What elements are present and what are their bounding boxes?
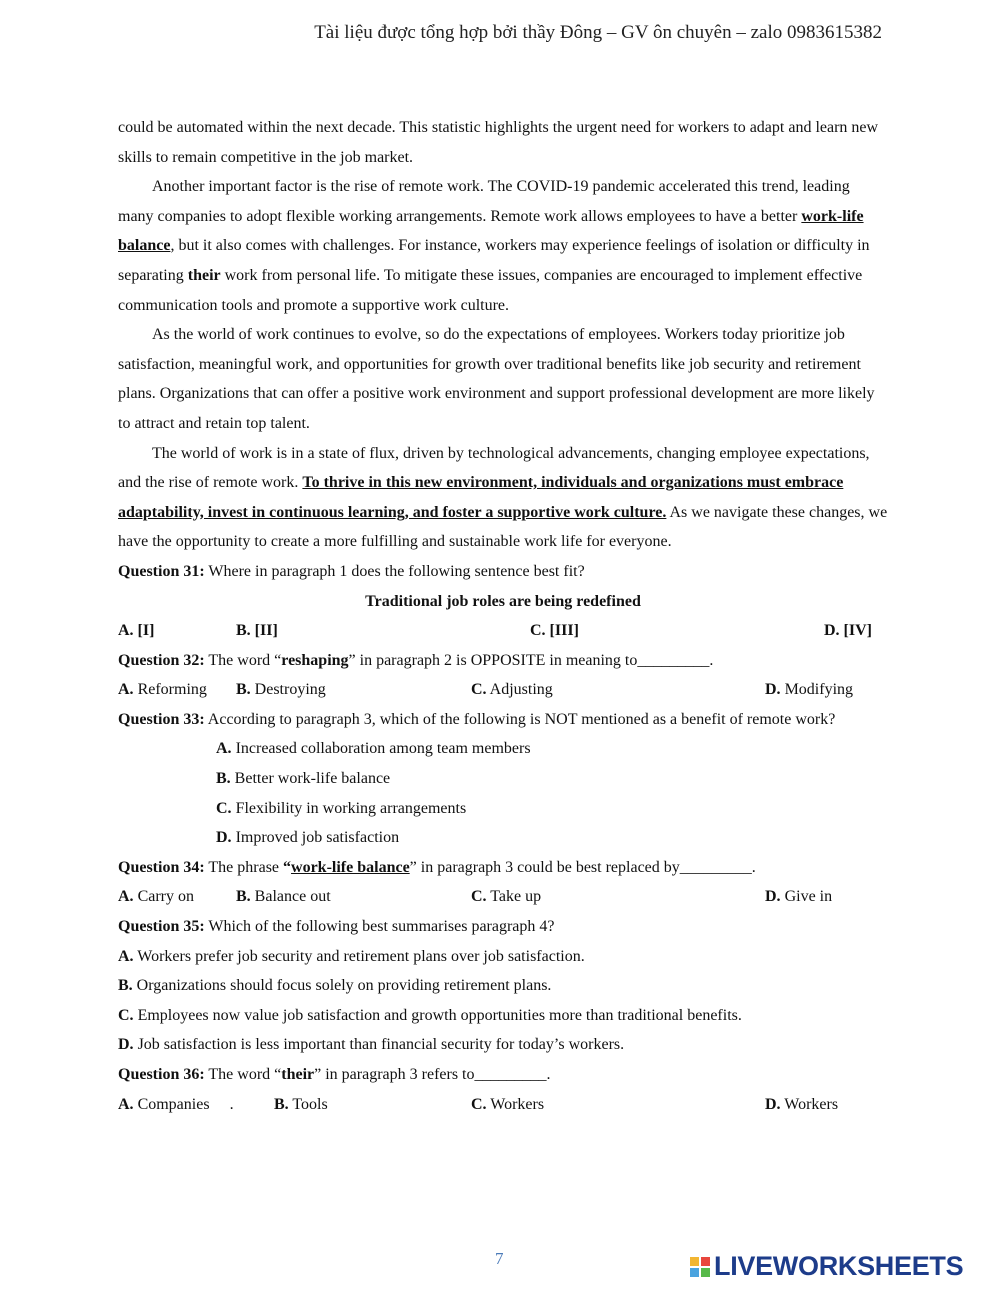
option-letter: B. bbox=[236, 888, 251, 906]
option-letter: D. bbox=[765, 888, 781, 906]
option-letter: A. bbox=[118, 1095, 134, 1113]
option-letter: D. bbox=[118, 1036, 134, 1054]
text-run: The word “ bbox=[204, 651, 282, 669]
option-letter: C. bbox=[118, 1006, 134, 1024]
page-header: Tài liệu được tổng hợp bởi thầy Đông – GV ôn chuyên – zalo 0983615382 bbox=[314, 22, 882, 43]
option-c[interactable] bbox=[471, 882, 765, 912]
option-letter: B. bbox=[236, 681, 251, 699]
option-c[interactable]: C. [III] bbox=[530, 622, 579, 640]
option-text: Adjusting bbox=[486, 681, 553, 699]
question-35 bbox=[118, 912, 888, 942]
option-letter: D. bbox=[216, 829, 232, 847]
liveworksheets-logo[interactable] bbox=[690, 1251, 963, 1282]
option-text: Better work-life balance bbox=[230, 770, 391, 788]
text-run: ” in paragraph 2 is OPPOSITE in meaning to_________. bbox=[348, 651, 714, 669]
option-a[interactable] bbox=[118, 882, 236, 912]
q32-options bbox=[118, 675, 888, 705]
option-text: Carry on bbox=[133, 888, 194, 906]
option-d[interactable] bbox=[765, 1090, 838, 1120]
option-letter: A. bbox=[216, 740, 232, 758]
option-text: Flexibility in working arrangements bbox=[231, 799, 467, 817]
option-text: Workers prefer job security and retirement plans over job satisfaction. bbox=[133, 947, 585, 965]
option-text: Companies bbox=[133, 1095, 210, 1113]
text-run: As we navigate these changes, we have the opportunity to create a more fulfilling and sustainable work life for everyone. bbox=[118, 503, 888, 551]
question-label: Question 35: bbox=[118, 918, 205, 936]
text-run: The phrase bbox=[204, 858, 284, 876]
option-letter: C. bbox=[471, 888, 487, 906]
quote-mark: “ bbox=[283, 858, 292, 876]
option-letter: D. bbox=[765, 681, 781, 699]
question-text: According to paragraph 3, which of the following is NOT mentioned as a benefit of remote work? bbox=[204, 710, 836, 728]
option-c[interactable] bbox=[471, 675, 765, 705]
question-label: Question 36: bbox=[118, 1066, 205, 1083]
option-a[interactable] bbox=[118, 675, 236, 705]
passage-paragraph bbox=[118, 439, 888, 557]
logo-icon bbox=[690, 1257, 710, 1277]
option-text: Destroying bbox=[250, 681, 326, 699]
underlined-sentence: To thrive in this new environment, individuals and organizations must embrace adaptability, invest in continuous learning, and foster a supportive work culture. bbox=[118, 474, 844, 521]
option-a[interactable] bbox=[118, 1090, 274, 1120]
question-text: Which of the following best summarises paragraph 4? bbox=[204, 918, 555, 936]
option-a[interactable]: A. [I] bbox=[118, 622, 155, 640]
text-run: ” in paragraph 3 could be best replaced by_________. bbox=[409, 858, 756, 876]
option-letter: C. bbox=[216, 799, 232, 817]
question-text: Where in paragraph 1 does the following sentence best fit? bbox=[204, 562, 585, 580]
passage-paragraph: could be automated within the next decade. This statistic highlights the urgent need for workers to adapt and learn new skills to remain competitive in the job market. bbox=[118, 119, 879, 166]
option-text: Workers bbox=[486, 1095, 545, 1113]
option-text: Organizations should focus solely on providing retirement plans. bbox=[132, 977, 552, 995]
option-letter: C. bbox=[471, 1095, 487, 1113]
text-run: ” in paragraph 3 refers to_________. bbox=[314, 1066, 551, 1083]
option-letter: C. bbox=[471, 681, 487, 699]
bold-word: their bbox=[187, 266, 221, 284]
option-letter: B. bbox=[274, 1095, 289, 1113]
option-text: Balance out bbox=[250, 888, 331, 906]
page-number: 7 bbox=[495, 1249, 504, 1268]
q31-options bbox=[118, 616, 888, 646]
option-text: Reforming bbox=[133, 681, 207, 699]
option-d[interactable] bbox=[118, 1030, 888, 1060]
option-text: Give in bbox=[780, 888, 833, 906]
key-word: reshaping bbox=[281, 651, 349, 669]
question-31 bbox=[118, 557, 888, 587]
passage-paragraph bbox=[118, 172, 888, 320]
text-run: The word “ bbox=[204, 1066, 282, 1083]
option-letter: D. bbox=[765, 1095, 781, 1113]
stray-dot: . bbox=[229, 1095, 234, 1113]
option-letter: A. bbox=[118, 888, 134, 906]
option-b[interactable] bbox=[118, 971, 888, 1001]
q36-options bbox=[118, 1090, 888, 1120]
underlined-phrase: work-life balance bbox=[118, 207, 864, 255]
option-b[interactable] bbox=[236, 675, 471, 705]
option-d[interactable] bbox=[118, 823, 888, 853]
text-run: The world of work is in a state of flux, driven by technological advancements, changing employee expectations, and the rise of remote work. bbox=[118, 444, 870, 492]
text-run: , but it also comes with challenges. For instance, workers may experience feelings of isolation or difficulty in separating bbox=[118, 237, 870, 284]
option-a[interactable] bbox=[118, 942, 888, 972]
question-34 bbox=[118, 853, 888, 883]
option-c[interactable] bbox=[471, 1090, 765, 1120]
option-b[interactable]: B. [II] bbox=[236, 622, 278, 640]
option-letter: A. bbox=[118, 681, 134, 699]
option-text: Employees now value job satisfaction and growth opportunities more than traditional benefits. bbox=[133, 1006, 742, 1024]
key-phrase: work-life balance bbox=[291, 858, 410, 876]
option-b[interactable] bbox=[118, 764, 888, 794]
option-d[interactable] bbox=[765, 675, 853, 705]
option-letter: B. bbox=[216, 770, 231, 788]
option-d[interactable]: D. [IV] bbox=[824, 622, 872, 640]
passage-paragraph: As the world of work continues to evolve, so do the expectations of employees. Workers today prioritize job satisfaction, meaningful work, and opportunities for growth over traditional benefits like job security and retirement plans. Organizations that can offer a positive work environment and support professional development are more likely to attract and retain top talent. bbox=[118, 326, 875, 432]
question-32 bbox=[118, 646, 888, 676]
key-word: their bbox=[281, 1066, 315, 1083]
option-text: Take up bbox=[486, 888, 542, 906]
option-letter: A. bbox=[118, 947, 134, 965]
document-content bbox=[118, 113, 888, 1119]
text-run: Another important factor is the rise of remote work. The COVID-19 pandemic accelerated this trend, leading many companies to adopt flexible working arrangements. Remote work allows employees to have a better bbox=[118, 178, 850, 225]
question-label: Question 34: bbox=[118, 858, 205, 876]
option-text: Modifying bbox=[780, 681, 854, 699]
option-c[interactable] bbox=[118, 1001, 888, 1031]
text-run: work from personal life. To mitigate these issues, companies are encouraged to implement effective communication tools and promote a supportive work culture. bbox=[118, 266, 863, 314]
option-b[interactable] bbox=[274, 1090, 471, 1120]
question-label: Question 32: bbox=[118, 651, 205, 669]
option-d[interactable] bbox=[765, 882, 832, 912]
option-text: Job satisfaction is less important than financial security for today’s workers. bbox=[133, 1036, 625, 1054]
question-label: Question 33: bbox=[118, 710, 205, 728]
option-text: Tools bbox=[288, 1095, 328, 1113]
option-text: Improved job satisfaction bbox=[231, 829, 400, 847]
option-text: Workers bbox=[780, 1095, 839, 1113]
question-label: Question 31: bbox=[118, 562, 205, 580]
option-b[interactable] bbox=[236, 882, 471, 912]
question-33 bbox=[118, 705, 888, 735]
target-sentence: Traditional job roles are being redefined bbox=[365, 592, 641, 610]
option-a[interactable] bbox=[118, 734, 888, 764]
option-c[interactable] bbox=[118, 794, 888, 824]
option-text: Increased collaboration among team members bbox=[231, 740, 531, 758]
question-36 bbox=[118, 1060, 888, 1090]
q34-options bbox=[118, 882, 888, 912]
option-letter: B. bbox=[118, 977, 133, 995]
logo-text: LIVEWORKSHEETS bbox=[714, 1251, 964, 1281]
